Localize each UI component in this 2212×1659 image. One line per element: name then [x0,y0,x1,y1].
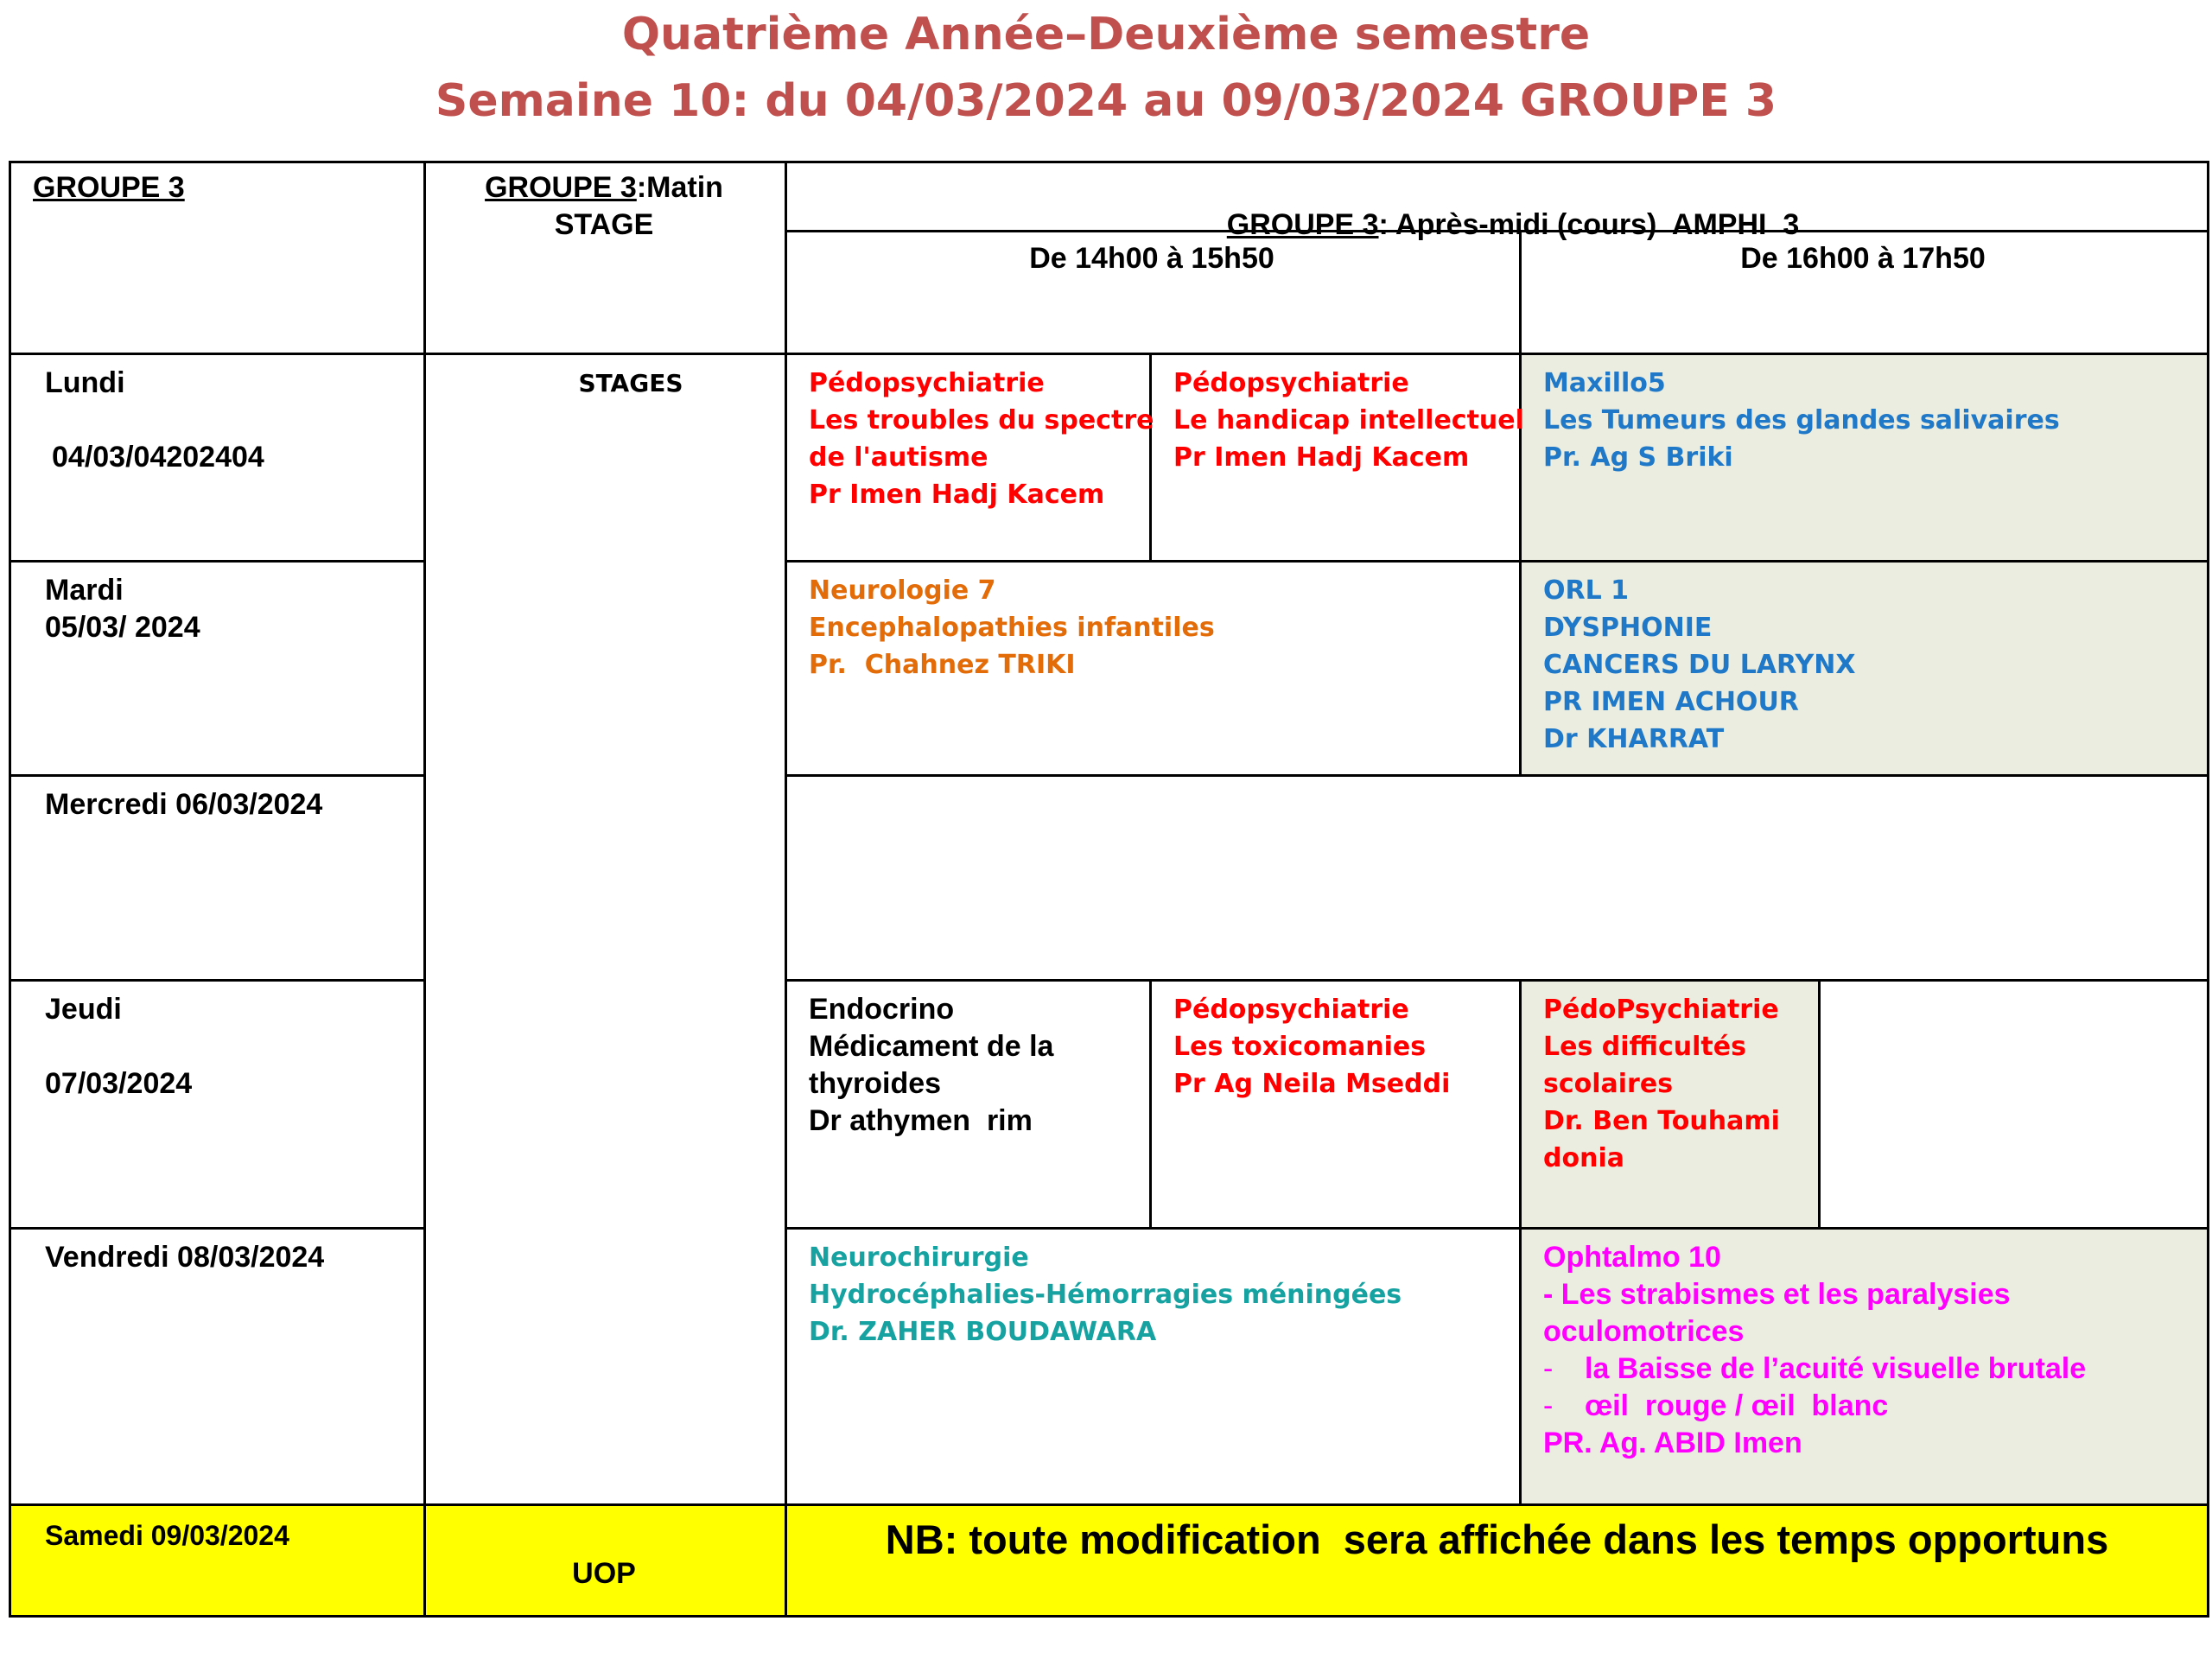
table-border-left [9,161,11,1618]
course-topic: oculomotrices [1543,1315,1745,1348]
table-border-bottom [9,1615,2209,1618]
day-lundi-name: Lundi [45,366,125,399]
course-professor: Dr. ZAHER BOUDAWARA [809,1317,1157,1347]
day-mardi [45,572,200,646]
divider-jeudi-ab [1149,979,1152,1227]
schedule-table [9,161,2207,1617]
page-title: Quatrième Année–Deuxième semestre [621,9,1591,60]
bullet-text: la Baisse de l’acuité visuelle brutale [1585,1352,2087,1385]
course-professor: Pr Imen Hadj Kacem [1173,442,1470,473]
course-professor: Pr. Chahnez TRIKI [809,650,1076,680]
course-professor: PR. Ag. ABID Imen [1543,1427,1802,1459]
divider-mardi [9,774,426,777]
note-banner: NB: toute modification sera affichée dans les temps opportuns [885,1516,2109,1562]
course-topic: scolaires [1543,1069,1674,1099]
table-border-top [9,161,2209,163]
bullet-text: œil rouge / œil blanc [1585,1389,1889,1422]
course-subject: Neurochirurgie [809,1243,1029,1273]
divider-col3-b [1519,979,1522,1504]
day-vendredi: Vendredi 08/03/2024 [45,1241,325,1274]
course-professor: Dr KHARRAT [1543,724,1725,754]
course-professor: Pr Ag Neila Mseddi [1173,1069,1451,1099]
course-subject: Pédopsychiatrie [1173,995,1409,1025]
day-lundi-date: 04/03/04202404 [52,441,264,474]
course-professor: donia [1543,1143,1624,1173]
course-professor: Dr athymen rim [809,1104,1033,1137]
divider-jeudi-cd [1818,979,1821,1227]
course-topic: Les troubles du spectre [809,405,1154,435]
course-professor: PR IMEN ACHOUR [1543,687,1799,717]
day-lundi [45,365,264,476]
course-lundi-maxillo [1543,365,2060,476]
uop-label: UOP [572,1557,636,1590]
course-professor: Pr Imen Hadj Kacem [809,480,1105,510]
divider-vendredi [9,1503,2209,1506]
header-matin [423,169,785,244]
header-matin-stage: STAGE [554,208,654,241]
course-subject: ORL 1 [1543,575,1630,606]
divider-jeudi-r [785,1227,2209,1230]
header-groupe-label: GROUPE 3 [33,171,185,204]
course-topic: Hydrocéphalies-Hémorragies méningées [809,1280,1402,1310]
course-professor: Pr. Ag S Briki [1543,442,1733,473]
course-subject: PédoPsychiatrie [1543,995,1779,1025]
header-slot-1: De 14h00 à 15h50 [1029,242,1274,275]
course-topic: CANCERS DU LARYNX [1543,650,1856,680]
day-samedi: Samedi 09/03/2024 [45,1520,289,1551]
page-subtitle: Semaine 10: du 04/03/2024 au 09/03/2024 GROUPE 3 [435,75,1777,127]
course-vendredi-ophtalmo [1543,1239,2086,1462]
divider-col3 [1519,230,1522,774]
course-mardi-orl [1543,572,1855,758]
course-topic-bullet [1543,1351,2086,1388]
day-mardi-name: Mardi [45,574,124,607]
header-groupe [33,169,185,207]
day-jeudi-date: 07/03/2024 [45,1067,193,1100]
course-subject: Maxillo5 [1543,368,1666,398]
header-apres-midi-group: GROUPE 3 [1226,208,1379,241]
table-border-right [2207,161,2209,1618]
header-apres-midi-rest: : Après-midi (cours) AMPHI 3 [1378,208,1800,241]
course-topic: Les Tumeurs des glandes salivaires [1543,405,2060,435]
divider-header [9,353,2209,355]
divider-lundi [9,560,426,563]
course-topic: Les toxicomanies [1173,1032,1427,1062]
course-topic: Médicament de la [809,1030,1054,1063]
course-mardi-neurologie [809,572,1215,683]
header-slot-2: De 16h00 à 17h50 [1740,242,1986,275]
course-subject: Neurologie 7 [809,575,996,606]
course-topic: DYSPHONIE [1543,613,1713,643]
course-lundi-pedopsy-handicap [1173,365,1524,476]
course-topic: Encephalopathies infantiles [809,613,1215,643]
course-topic: - Les strabismes et les paralysies [1543,1278,2011,1311]
course-topic: de l'autisme [809,442,988,473]
stages-label: STAGES [578,369,683,397]
header-matin-group: GROUPE 3 [485,171,637,204]
course-jeudi-endocrino [809,991,1053,1140]
course-topic: thyroides [809,1067,942,1100]
bullet-dash: - [1543,1389,1554,1422]
course-subject: Endocrino [809,993,955,1026]
course-topic: Les difficultés [1543,1032,1746,1062]
divider-mardi-r [785,774,2209,777]
bullet-dash: - [1543,1352,1554,1385]
divider-mercredi [9,979,426,982]
day-jeudi-name: Jeudi [45,993,122,1026]
course-subject: Pédopsychiatrie [1173,368,1409,398]
divider-mercredi-r [785,979,2209,982]
day-jeudi [45,991,192,1103]
divider-lundi-r [785,560,2209,563]
course-vendredi-neurochirurgie [809,1239,1402,1351]
divider-jeudi [9,1227,426,1230]
course-lundi-pedopsy-autisme [809,365,1154,513]
course-jeudi-toxicomanies [1173,991,1450,1103]
course-jeudi-difficultes [1543,991,1780,1177]
day-mardi-date: 05/03/ 2024 [45,611,200,644]
header-matin-rest: :Matin [636,171,723,204]
day-mercredi: Mercredi 06/03/2024 [45,788,323,821]
course-subject: Pédopsychiatrie [809,368,1045,398]
course-topic: Le handicap intellectuel [1173,405,1524,435]
course-professor: Dr. Ben Touhami [1543,1106,1780,1136]
course-subject: Ophtalmo 10 [1543,1241,1721,1274]
course-topic-bullet [1543,1388,2086,1425]
